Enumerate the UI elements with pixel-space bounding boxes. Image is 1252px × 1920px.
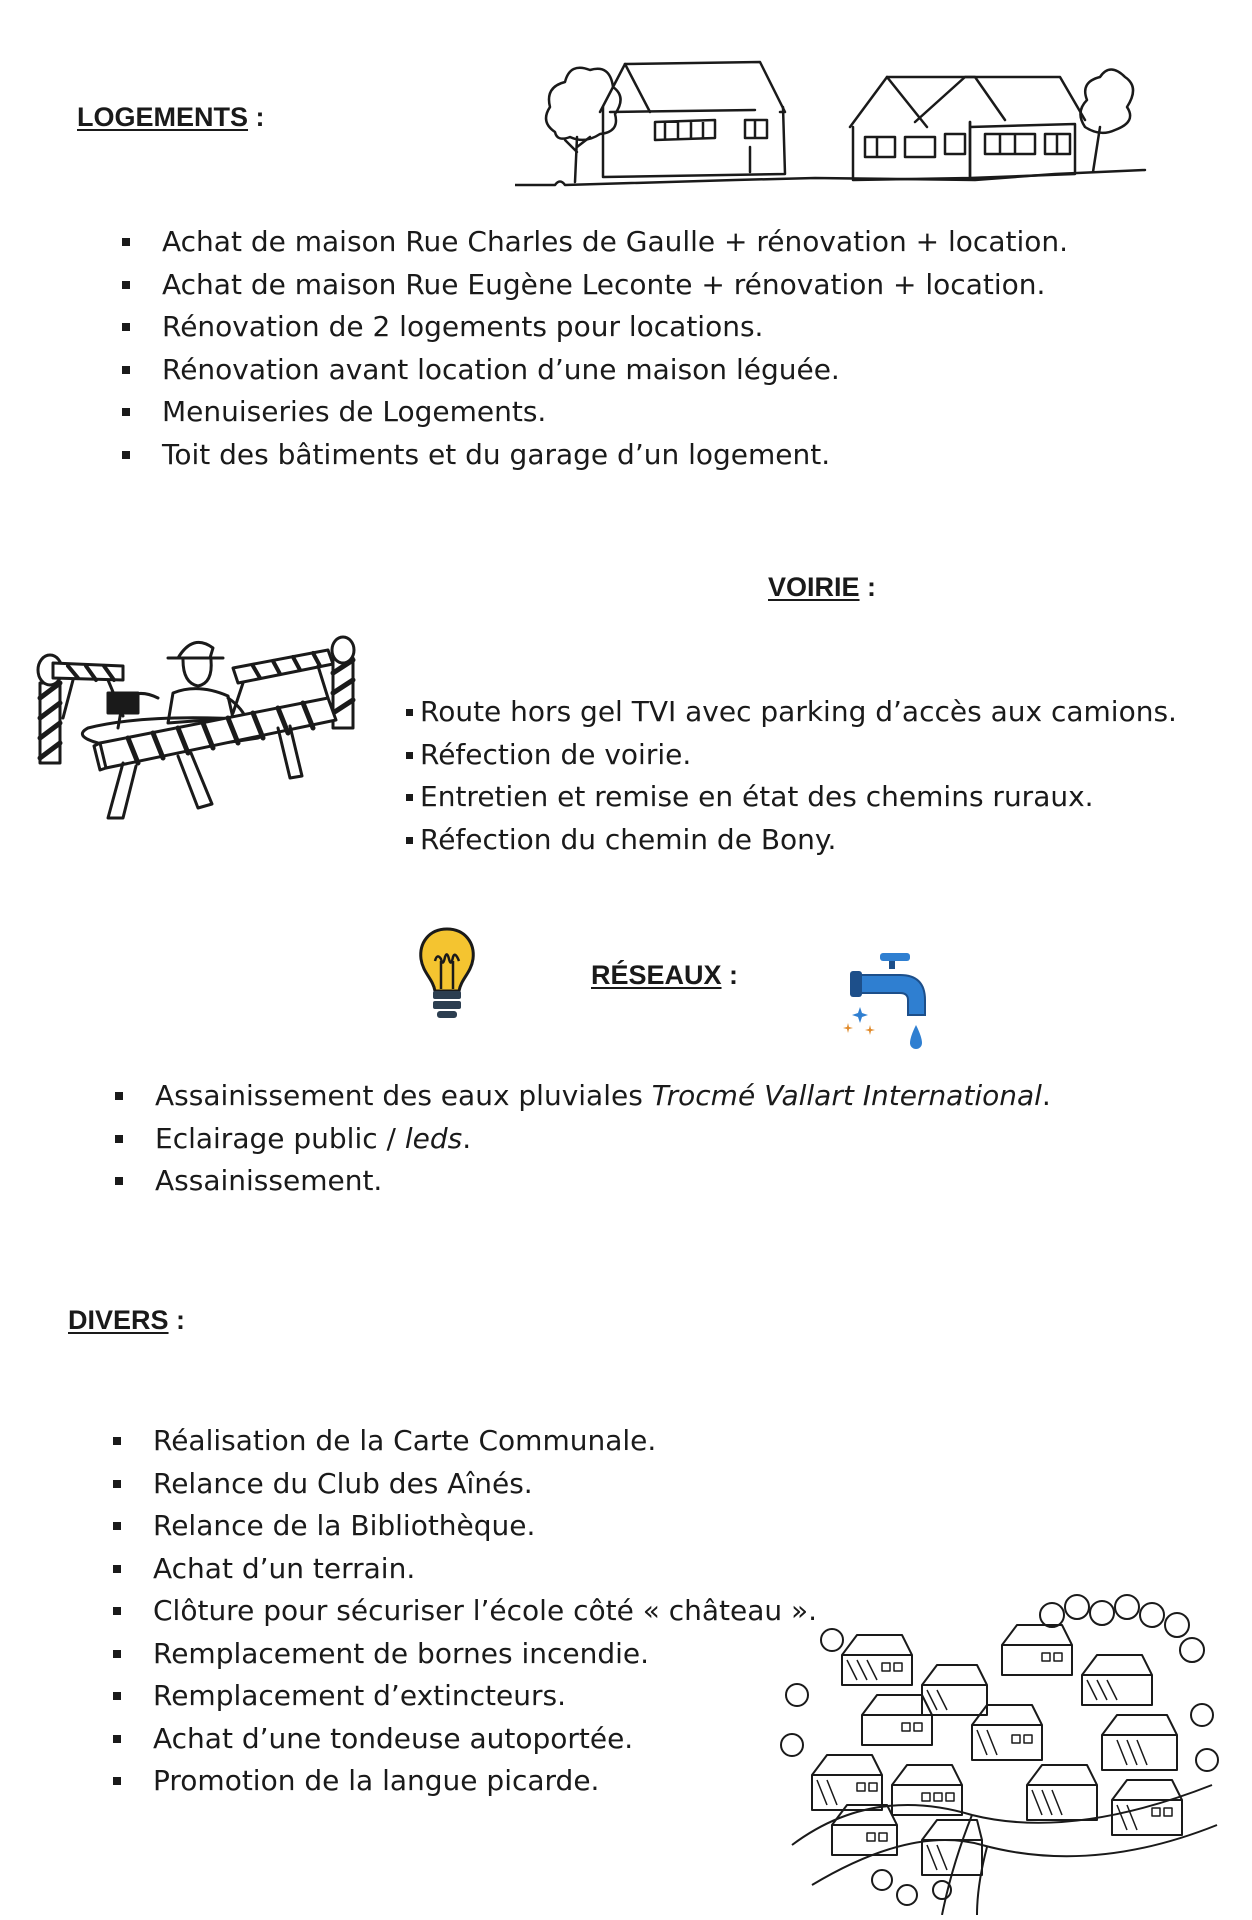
list-item: Toit des bâtiments et du garage d’un logement. — [162, 434, 1068, 477]
list-item: Clôture pour sécuriser l’école côté « château ». — [153, 1590, 817, 1633]
list-item: Rénovation de 2 logements pour locations. — [162, 306, 1068, 349]
list-item: Relance de la Bibliothèque. — [153, 1505, 817, 1548]
list-item: Remplacement d’extincteurs. — [153, 1675, 817, 1718]
reseaux-title: RÉSEAUX : — [591, 960, 739, 990]
list-item: Assainissement des eaux pluviales Trocmé Vallart International. — [155, 1075, 1051, 1118]
divers-title: DIVERS : — [68, 1305, 186, 1335]
village-illustration — [772, 1585, 1227, 1915]
list-item: Réfection du chemin de Bony. — [406, 819, 1177, 862]
lightbulb-icon — [415, 925, 480, 1025]
divers-list — [153, 1420, 817, 1803]
logements-list — [162, 221, 1068, 476]
list-item: Réalisation de la Carte Communale. — [153, 1420, 817, 1463]
list-item: Achat d’un terrain. — [153, 1548, 817, 1591]
list-item: Promotion de la langue picarde. — [153, 1760, 817, 1803]
list-item: Assainissement. — [155, 1160, 1051, 1203]
list-item: Achat d’une tondeuse autoportée. — [153, 1718, 817, 1761]
list-item: Remplacement de bornes incendie. — [153, 1633, 817, 1676]
water-tap-icon — [840, 945, 935, 1060]
voirie-title: VOIRIE : — [768, 572, 877, 602]
voirie-list — [406, 691, 1177, 861]
list-item: Relance du Club des Aînés. — [153, 1463, 817, 1506]
list-item: Route hors gel TVI avec parking d’accès aux camions. — [406, 691, 1177, 734]
logements-title: LOGEMENTS : — [77, 102, 265, 132]
list-item: Achat de maison Rue Charles de Gaulle + rénovation + location. — [162, 221, 1068, 264]
roadworks-illustration — [28, 628, 363, 823]
list-item: Réfection de voirie. — [406, 734, 1177, 777]
list-item: Menuiseries de Logements. — [162, 391, 1068, 434]
list-item: Rénovation avant location d’une maison léguée. — [162, 349, 1068, 392]
list-item: Entretien et remise en état des chemins ruraux. — [406, 776, 1177, 819]
list-item: Achat de maison Rue Eugène Leconte + rénovation + location. — [162, 264, 1068, 307]
reseaux-list — [155, 1075, 1051, 1203]
list-item: Eclairage public / leds. — [155, 1118, 1051, 1161]
houses-illustration — [515, 52, 1150, 192]
